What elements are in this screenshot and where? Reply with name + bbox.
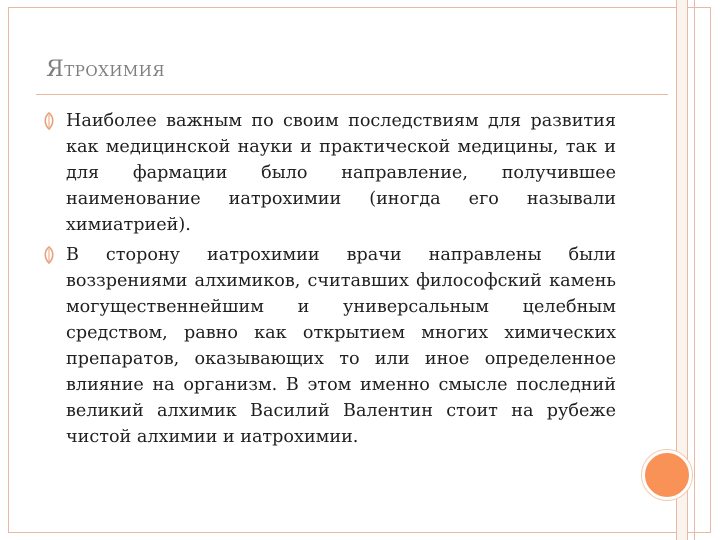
decorative-orange-circle	[642, 450, 692, 500]
bullet-list	[36, 108, 616, 454]
decorative-side-line	[694, 0, 695, 540]
bullet-text: Наиболее важным по своим последствиям для развития как медицинской науки и практической медицины, так и для фармации было направление, получившее наименование иатрохимии (иногда его называли химиатрией).	[66, 111, 616, 235]
leaf-bullet-icon	[42, 112, 56, 130]
leaf-bullet-icon	[42, 246, 56, 264]
slide-title: Ятрохимия	[46, 57, 165, 82]
bullet-item	[36, 108, 616, 238]
bullet-item	[36, 242, 616, 450]
title-divider	[36, 94, 668, 95]
bullet-text: В сторону иатрохимии врачи направлены были воззрениями алхимиков, считавших философский камень могущественнейшим и универсальным целебным средством, равно как открытием многих химических препаратов, оказывающих то или иное определенное влияние на организм. В этом именно смысле последний великий алхимик Василий Валентин стоит на рубеже чистой алхимии и иатрохимии.	[66, 245, 616, 447]
